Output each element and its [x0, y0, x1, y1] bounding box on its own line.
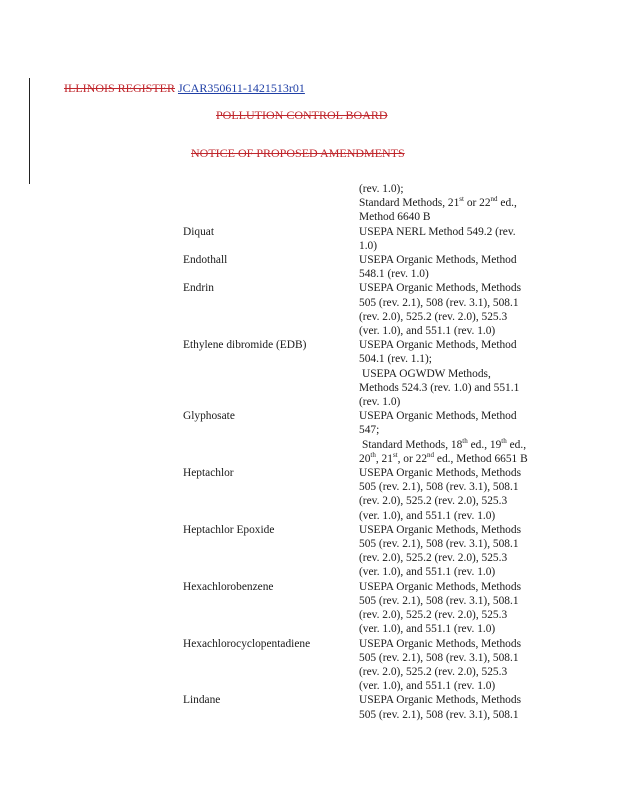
method-text	[359, 281, 554, 338]
method-line: 505 (rev. 2.1), 508 (rev. 3.1), 508.1	[359, 538, 519, 551]
method-text	[359, 466, 554, 523]
method-line: USEPA Organic Methods, Methods	[359, 282, 522, 295]
method-line: USEPA Organic Methods, Methods	[359, 580, 522, 593]
method-line: USEPA Organic Methods, Method	[359, 254, 517, 267]
method-line: 548.1 (rev. 1.0)	[359, 268, 429, 281]
method-text	[359, 523, 554, 580]
method-line: USEPA OGWDW Methods,	[362, 367, 491, 380]
method-text	[359, 637, 554, 694]
method-line: Method 6640 B	[359, 211, 431, 224]
method-text	[359, 225, 554, 253]
methods-table	[0, 182, 618, 722]
table-row	[0, 466, 618, 523]
method-text	[359, 409, 554, 466]
method-line: (rev. 1.0);	[359, 183, 404, 195]
method-line: (rev. 2.0), 525.2 (rev. 2.0), 525.3	[359, 552, 508, 565]
table-row	[0, 225, 618, 253]
method-line: USEPA Organic Methods, Method	[359, 410, 517, 423]
table-row	[0, 637, 618, 694]
method-line: USEPA Organic Methods, Method	[359, 339, 517, 352]
contaminant-name: Ethylene dibromide (EDB)	[183, 339, 307, 352]
contaminant-name: Heptachlor Epoxide	[183, 523, 275, 536]
revision-margin-bar	[29, 78, 30, 184]
method-line: (ver. 1.0), and 551.1 (rev. 1.0)	[359, 509, 496, 522]
contaminant-name: Endrin	[183, 282, 215, 295]
table-row	[0, 523, 618, 580]
register-struck-text: ILLINOIS REGISTER	[64, 81, 175, 95]
table-row	[0, 580, 618, 637]
method-line: (ver. 1.0), and 551.1 (rev. 1.0)	[359, 325, 496, 338]
contaminant-name: Lindane	[183, 694, 221, 707]
contaminant-name: Glyphosate	[183, 410, 235, 423]
method-line: (rev. 2.0), 525.2 (rev. 2.0), 525.3	[359, 609, 508, 622]
method-line: 547;	[359, 424, 380, 437]
method-text	[359, 693, 554, 721]
board-header: POLLUTION CONTROL BOARD	[216, 108, 388, 122]
method-line: (ver. 1.0), and 551.1 (rev. 1.0)	[359, 623, 496, 636]
method-text	[359, 338, 554, 409]
method-line: (rev. 2.0), 525.2 (rev. 2.0), 525.3	[359, 495, 508, 508]
method-line: 505 (rev. 2.1), 508 (rev. 3.1), 508.1	[359, 708, 519, 721]
method-line: 505 (rev. 2.1), 508 (rev. 3.1), 508.1	[359, 296, 519, 309]
method-line: (ver. 1.0), and 551.1 (rev. 1.0)	[359, 680, 496, 693]
method-line: USEPA Organic Methods, Methods	[359, 467, 522, 480]
contaminant-name: Diquat	[183, 225, 215, 238]
contaminant-name: Endothall	[183, 254, 228, 267]
method-text	[359, 580, 554, 637]
register-inserted-text: JCAR350611-1421513r01	[178, 81, 305, 95]
method-line: 1.0)	[359, 239, 378, 252]
method-line: Standard Methods, 21st or 22nd ed.,	[359, 195, 517, 210]
contaminant-name: Hexachlorobenzene	[183, 580, 274, 593]
method-line: 20th, 21st, or 22nd ed., Method 6651 B	[359, 451, 528, 465]
table-row	[0, 338, 618, 409]
method-line: USEPA Organic Methods, Methods	[359, 523, 522, 536]
register-header	[64, 81, 305, 96]
contaminant-name: Hexachlorocyclopentadiene	[183, 637, 311, 650]
contaminant-name: Heptachlor	[183, 467, 234, 480]
method-line: Methods 524.3 (rev. 1.0) and 551.1	[359, 381, 520, 394]
method-line: 504.1 (rev. 1.1);	[359, 353, 432, 366]
method-line: USEPA NERL Method 549.2 (rev.	[359, 225, 516, 238]
method-line: USEPA Organic Methods, Methods	[359, 637, 522, 650]
method-line: (ver. 1.0), and 551.1 (rev. 1.0)	[359, 566, 496, 579]
method-line: USEPA Organic Methods, Methods	[359, 694, 522, 707]
table-row	[0, 281, 618, 338]
method-line: 505 (rev. 2.1), 508 (rev. 3.1), 508.1	[359, 594, 519, 607]
method-text	[359, 253, 554, 281]
method-line: Standard Methods, 18th ed., 19th ed.,	[362, 436, 527, 451]
table-row	[0, 253, 618, 281]
table-row	[0, 693, 618, 721]
method-line: (rev. 2.0), 525.2 (rev. 2.0), 525.3	[359, 310, 508, 323]
method-line: (rev. 2.0), 525.2 (rev. 2.0), 525.3	[359, 665, 508, 678]
method-line: (rev. 1.0)	[359, 396, 401, 409]
table-row	[0, 409, 618, 466]
method-text	[359, 182, 554, 225]
method-line: 505 (rev. 2.1), 508 (rev. 3.1), 508.1	[359, 481, 519, 494]
method-line: 505 (rev. 2.1), 508 (rev. 3.1), 508.1	[359, 651, 519, 664]
continued-entry	[0, 182, 618, 225]
notice-header: NOTICE OF PROPOSED AMENDMENTS	[191, 146, 405, 160]
